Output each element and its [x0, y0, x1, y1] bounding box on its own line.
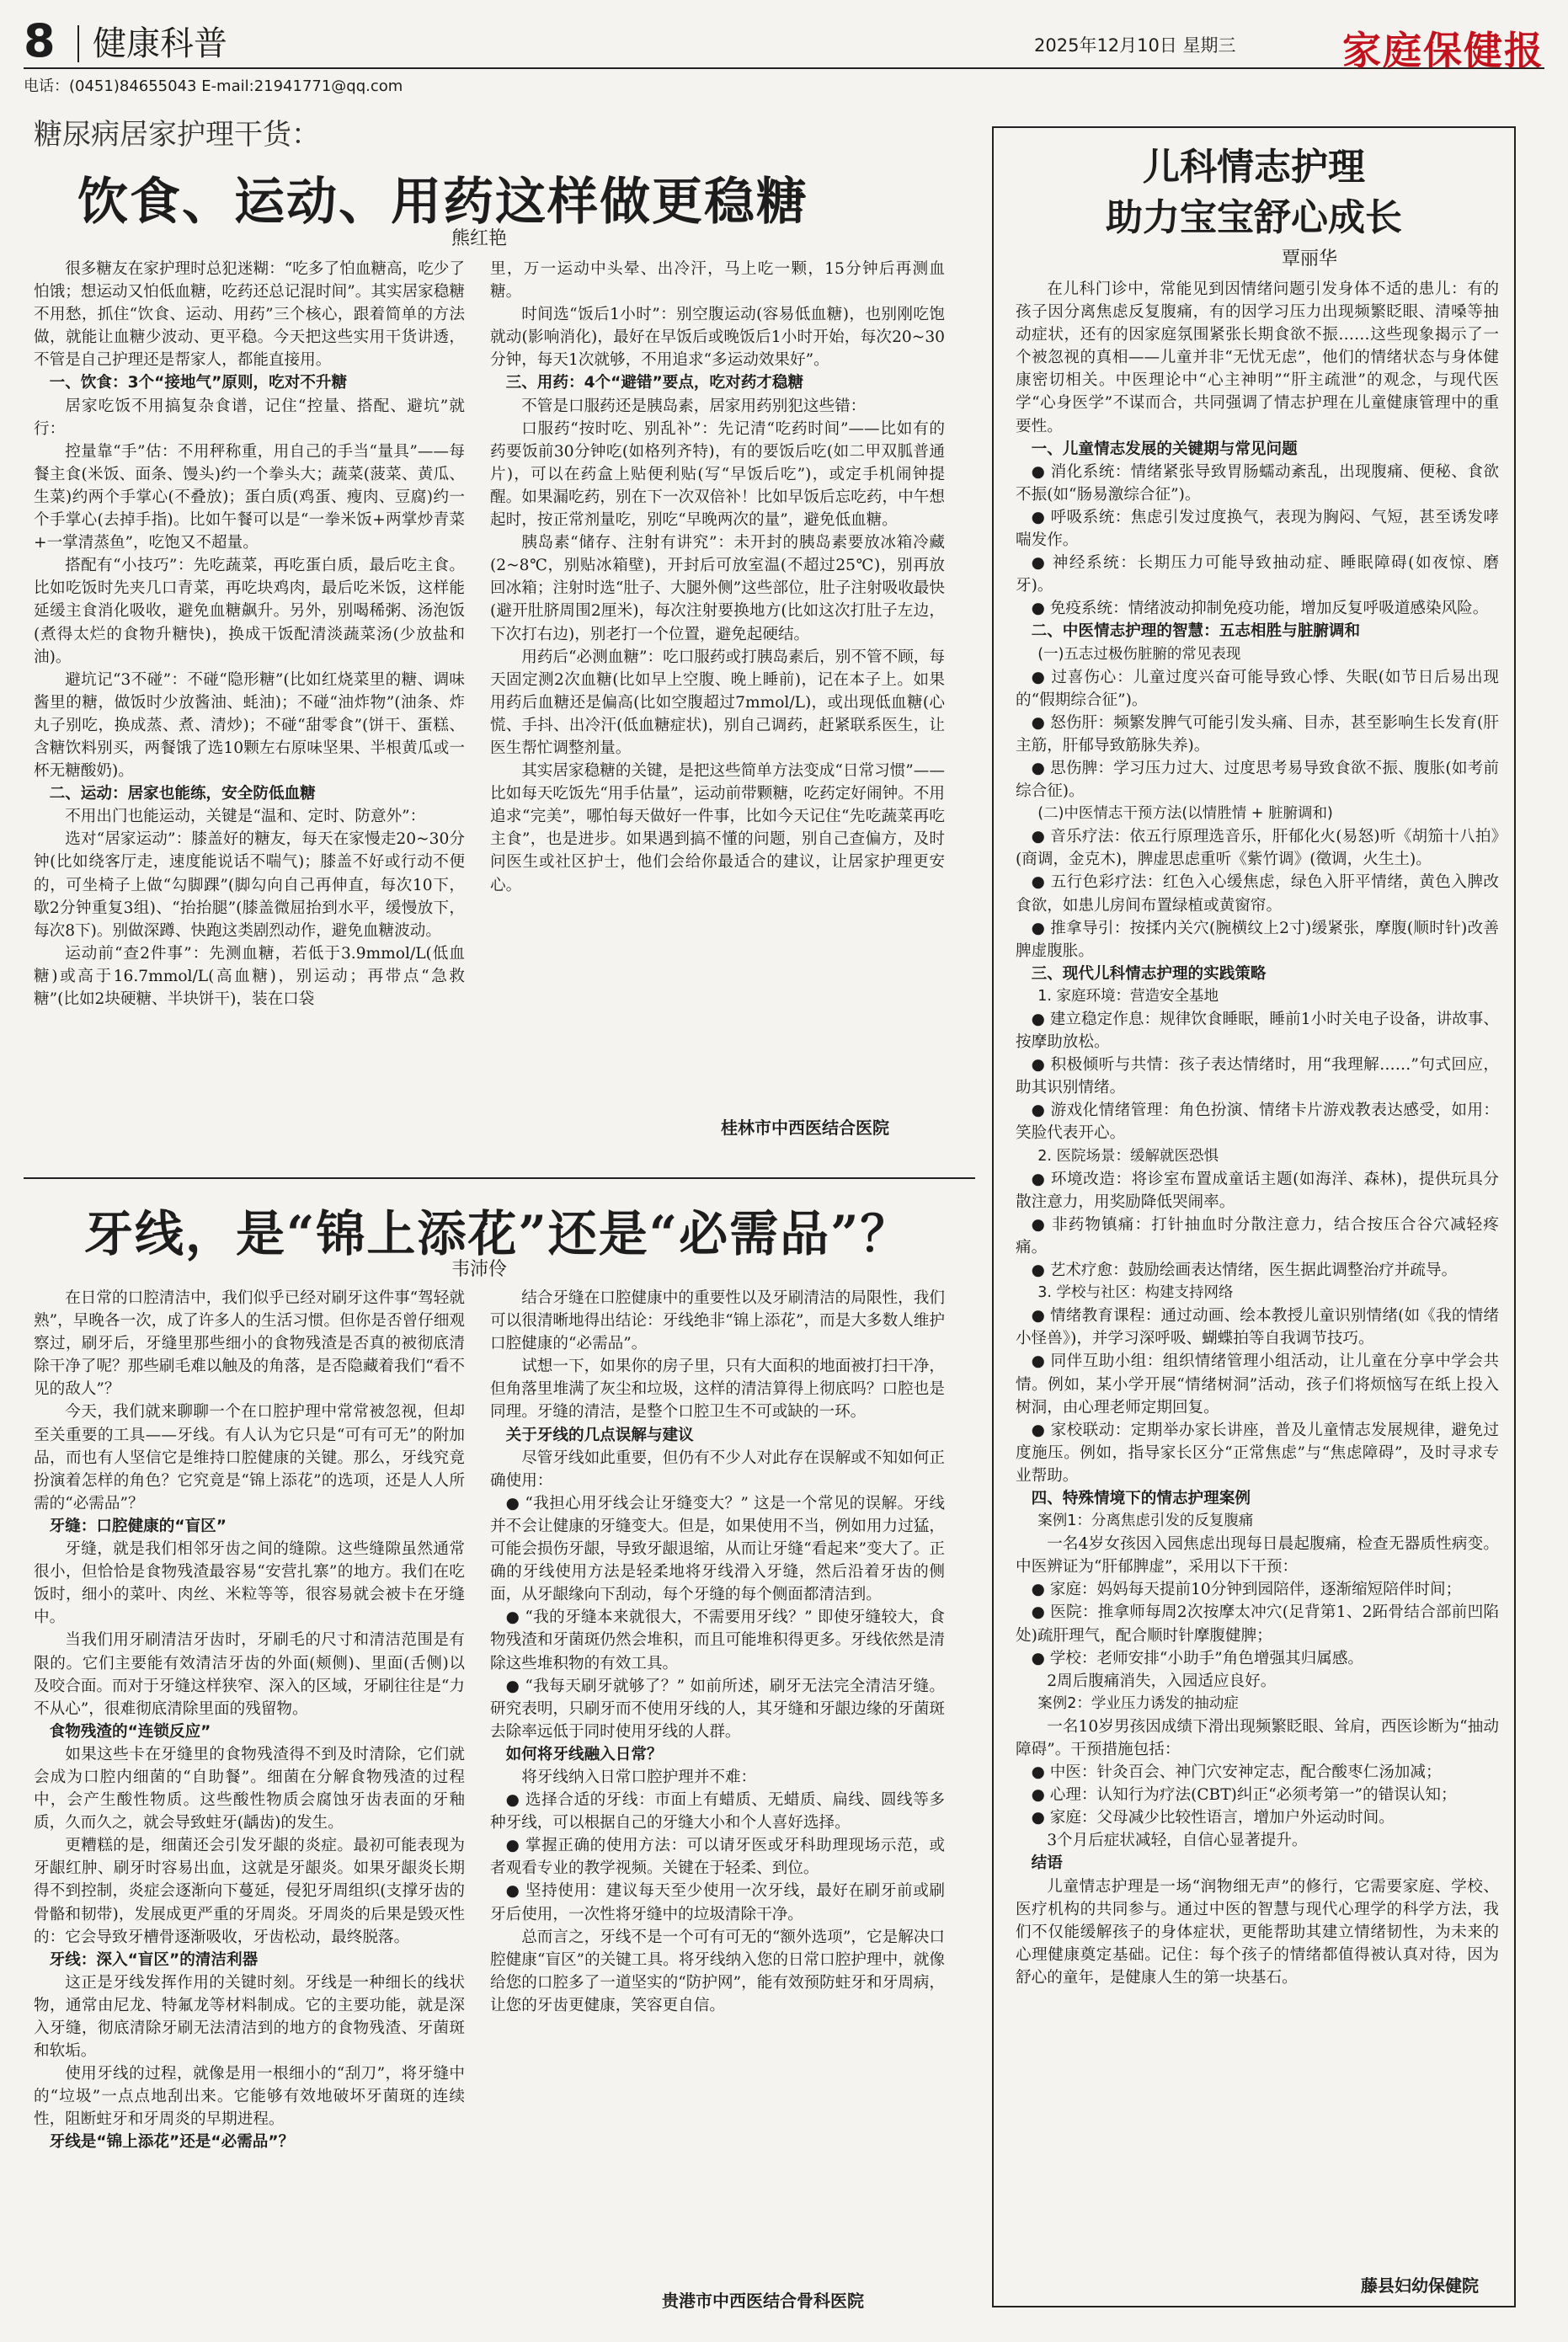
- subheading: 四、特殊情境下的情志护理案例: [1031, 1489, 1251, 1507]
- paragraph: 口服药“按时吃、别乱补”：先记清“吃药时间”——比如有的药要饭前30分钟吃(如格列齐特)，有的要饭后吃(如二甲双胍普通片)，可以在药盒上贴便利贴(写“早饭后吃”)，或定手机闹钟提醒。如果漏吃药，别在下一次双倍补！比如早饭后忘吃药，中午想起时，按正常剂量吃，别吃“早晚两次的量”，避免低血糖。: [490, 419, 945, 530]
- paragraph: 用药后“必测血糖”：吃口服药或打胰岛素后，别不管不顾，每天固定测2次血糖(比如早上空腹、晚上睡前)，记在本子上。如果用药后血糖还是偏高(比如空腹超过7mmol/L)，或出现低血糖(心慌、手抖、出冷汗(低血糖症状)，别自己调药，赶紧联系医生，让医生帮忙调整剂量。: [490, 648, 945, 757]
- article3-title-line1: 儿科情志护理: [1143, 146, 1365, 189]
- section-name: 健康科普: [77, 25, 227, 62]
- paragraph: 胰岛素“储存、注射有讲究”：未开封的胰岛素要放冰箱冷藏(2~8℃，别贴冰箱壁)，开封后可放室温(不超过25℃)，别再放回冰箱；注射时选“肚子、大腿外侧”这些部位，肚子注射吸收最快(避开肚脐周围2厘米)，每次注射要换地方(比如这次打肚子左边，下次打右边)，别老打一个位置，避免起硬结。: [490, 534, 945, 643]
- article1-column-2: [490, 258, 945, 1108]
- subheading: 三、现代儿科情志护理的实践策略: [1031, 964, 1267, 983]
- paragraph: 儿童情志护理是一场“润物细无声”的修行，它需要家庭、学校、医疗机构的共同参与。通过中医的智慧与现代心理学的科学方法，我们不仅能缓解孩子的身体症状，更能帮助其建立情绪韧性，为未来的心理健康奠定基础。记住：每个孩子的情绪都值得被认真对待，因为舒心的童年，是健康人生的第一块基石。: [1016, 1877, 1499, 1987]
- bullet-item: ● “我的牙缝本来就很大，不需要用牙线？” 即使牙缝较大，食物残渣和牙菌斑仍然会堆积，而且可能堆积得更多。牙线依然是清除这些堆积物的有效工具。: [490, 1606, 945, 1674]
- paragraph: 2周后腹痛消失，入园适应良好。: [1047, 1672, 1277, 1690]
- paragraph: 控量靠“手”估：不用秤称重，用自己的手当“量具”——每餐主食(米饭、面条、馒头)约一个拳头大；蔬菜(菠菜、黄瓜、生菜)约两个手掌心(不叠放)；蛋白质(鸡蛋、瘦肉、豆腐)约一个手掌心(去掉手指)。比如午餐可以是“一拳米饭+两掌炒青菜+一掌清蒸鱼”，吃饱又不超量。: [34, 442, 465, 552]
- paragraph: 今天，我们就来聊聊一个在口腔护理中常常被忽视，但却至关重要的工具——牙线。有人认为它只是“可有可无”的附加品，而也有人坚信它是维持口腔健康的关键。那么，牙线究竟扮演着怎样的角色？它究竟是“锦上添花”的选项，还是人人所需的“必需品”？: [34, 1403, 465, 1512]
- article2-column-2: [490, 1287, 945, 2281]
- paragraph: 如果这些卡在牙缝里的食物残渣得不到及时清除，它们就会成为口腔内细菌的“自助餐”。细菌在分解食物残渣的过程中，会产生酸性物质。这些酸性物质会腐蚀牙齿表面的牙釉质，久而久之，就会导致蛀牙(龋齿)的发生。: [34, 1745, 465, 1833]
- paragraph: 在儿科门诊中，常能见到因情绪问题引发身体不适的患儿：有的孩子因分离焦虑反复腹痛，有的因学习压力出现频繁眨眼、清嗓等抽动症状，还有的因家庭氛围紧张长期食欲不振……这些现象揭示了一个被忽视的真相——儿童并非“无忧无虑”，他们的情绪状态与身体健康密切相关。中医理论中“心主神明”“肝主疏泄”的观念，与现代医学“心身医学”不谋而合，共同强调了情志护理在儿童健康管理中的重要性。: [1016, 280, 1499, 435]
- article2-source: 贵港市中西医结合骨科医院: [662, 2291, 864, 2311]
- paragraph: 试想一下，如果你的房子里，只有大面积的地面被打扫干净，但角落里堆满了灰尘和垃圾，这样的清洁算得上彻底吗？口腔也是同理。牙缝的清洁，是整个口腔卫生不可或缺的一环。: [490, 1358, 945, 1422]
- bullet-item: ● 家庭：妈妈每天提前10分钟到园陪伴，逐渐缩短陪伴时间；: [1016, 1578, 1499, 1601]
- sub-subheading: 案例1：分离焦虑引发的反复腹痛: [1037, 1512, 1254, 1530]
- bullet-item: ● 环境改造：将诊室布置成童话主题(如海洋、森林)，提供玩具分散注意力，用奖励降低哭闹率。: [1016, 1168, 1499, 1214]
- paragraph: 在日常的口腔清洁中，我们似乎已经对刷牙这件事“驾轻就熟”，早晚各一次，成了许多人的生活习惯。但你是否曾仔细观察过，刷牙后，牙缝里那些细小的食物残渣是否真的被彻底清除干净了呢？那些刷毛难以触及的角落，是否隐藏着我们“看不见的敌人”？: [34, 1289, 465, 1399]
- bullet-item: ● 心理：认知行为疗法(CBT)纠正“必须考第一”的错误认知；: [1016, 1784, 1499, 1806]
- bullet-item: ● 建立稳定作息：规律饮食睡眠，睡前1小时关电子设备，讲故事、按摩助放松。: [1016, 1008, 1499, 1054]
- bullet-item: ● 家庭：父母减少比较性语言，增加户外运动时间。: [1016, 1806, 1499, 1829]
- bullet-item: ● 推拿导引：按揉内关穴(腕横纹上2寸)缓紧张，摩腹(顺时针)改善脾虚腹胀。: [1016, 917, 1499, 963]
- paragraph: 这正是牙线发挥作用的关键时刻。牙线是一种细长的线状物，通常由尼龙、特氟龙等材料制成。它的主要功能，就是深入牙缝，彻底清除牙刷无法清洁到的地方的食物残渣、牙菌斑和软垢。: [34, 1973, 465, 2061]
- bullet-item: ● “我担心用牙线会让牙缝变大？” 这是一个常见的误解。牙线并不会让健康的牙缝变大。但是，如果使用不当，例如用力过猛，可能会损伤牙龈，导致牙龈退缩，从而让牙缝“看起来”变大了。正确的牙线使用方法是轻柔地将牙线滑入牙缝，然后沿着牙齿的侧面，从牙龈缘向下刮动，每个牙缝的每个侧面都清洁到。: [490, 1492, 945, 1606]
- article1-kicker: 糖尿病居家护理干货：: [34, 118, 320, 152]
- bullet-item: ● 游戏化情绪管理：角色扮演、情绪卡片游戏教表达感受，如用：笑脸代表开心。: [1016, 1099, 1499, 1144]
- article1-author: 熊红艳: [451, 228, 508, 249]
- bullet-item: ● 神经系统：长期压力可能导致抽动症、睡眠障碍(如夜惊、磨牙)。: [1016, 552, 1499, 597]
- bullet-item: ● 选择合适的牙线：市面上有蜡质、无蜡质、扁线、圆线等多种牙线，可以根据自己的牙缝大小和个人喜好选择。: [490, 1789, 945, 1834]
- subheading: 关于牙线的几点误解与建议: [505, 1426, 694, 1444]
- bullet-item: ● 呼吸系统：焦虑引发过度换气，表现为胸闷、气短，甚至诱发哮喘发作。: [1016, 506, 1499, 552]
- sub-subheading: (一)五志过极伤脏腑的常见表现: [1037, 645, 1241, 663]
- paragraph: 尽管牙线如此重要，但仍有不少人对此存在误解或不知如何正确使用：: [490, 1448, 945, 1490]
- article3-author: 覃丽华: [1282, 248, 1338, 269]
- paragraph: 将牙线纳入日常口腔护理并不难：: [521, 1768, 757, 1786]
- bullet-item: ● 积极倾听与共情：孩子表达情绪时，用“我理解……”句式回应，助其识别情绪。: [1016, 1054, 1499, 1099]
- sub-subheading: (二)中医情志干预方法(以情胜情 + 脏腑调和): [1037, 805, 1333, 823]
- paragraph: 3个月后症状减轻，自信心显著提升。: [1047, 1832, 1308, 1850]
- paragraph: 运动前“查2件事”：先测血糖，若低于3.9mmol/L(低血糖)或高于16.7mmol/L(高血糖)，别运动；再带点“急救糖”(比如2块硬糖、半块饼干)，装在口袋: [34, 944, 465, 1008]
- subheading: 牙线是“锦上添花”还是“必需品”？: [49, 2133, 295, 2152]
- paragraph: 牙缝，就是我们相邻牙齿之间的缝隙。这些缝隙虽然通常很小，但恰恰是食物残渣最容易“安营扎寨”的地方。我们在吃饭时，细小的菜叶、肉丝、米粒等等，很容易就会被卡在牙缝中。: [34, 1540, 465, 1627]
- bullet-item: ● 掌握正确的使用方法：可以请牙医或牙科助理现场示范，或者观看专业的教学视频。关键在于轻柔、到位。: [490, 1834, 945, 1880]
- issue-date: 2025年12月10日 星期三: [1034, 35, 1236, 56]
- article2-title: 牙线，是“锦上添花”还是“必需品”？: [84, 1205, 911, 1262]
- subheading: 如何将牙线融入日常？: [505, 1745, 663, 1763]
- article1-column-1: [34, 258, 465, 1172]
- bullet-item: ● 家校联动：定期举办家长讲座，普及儿童情志发展规律，避免过度施压。例如，指导家长区分“正常焦虑”与“焦虑障碍”，及时寻求专业帮助。: [1016, 1419, 1499, 1487]
- page-header: [24, 14, 1544, 73]
- article1-source: 桂林市中西医结合医院: [721, 1118, 889, 1138]
- subheading: 三、用药：4个“避错”要点，吃对药才稳糖: [505, 374, 804, 392]
- divider-line: [24, 1177, 975, 1179]
- page-number: 8: [24, 14, 56, 67]
- paragraph: 更糟糕的是，细菌还会引发牙龈的炎症。最初可能表现为牙龈红肿、刷牙时容易出血，这就是牙龈炎。如果牙龈炎长期得不到控制，炎症会逐渐向下蔓延，侵犯牙周组织(支撑牙齿的骨骼和韧带)，发展成更严重的牙周炎。牙周炎的后果是毁灭性的：它会导致牙槽骨逐渐吸收，牙齿松动，最终脱落。: [34, 1837, 465, 1946]
- article1-title: 饮食、运动、用药这样做更稳糖: [77, 173, 808, 232]
- paragraph: 搭配有“小技巧”：先吃蔬菜，再吃蛋白质，最后吃主食。比如吃饭时先夹几口青菜，再吃块鸡肉，最后吃米饭，这样能延缓主食消化吸收，避免血糖飙升。另外，别喝稀粥、汤泡饭(煮得太烂的食物升糖快)，换成干饭配清淡蔬菜汤(少放盐和油)。: [34, 557, 465, 666]
- paragraph: 其实居家稳糖的关键，是把这些简单方法变成“日常习惯”——比如每天吃饭先“用手估量”，运动前带颗糖，吃药定好闹钟。不用追求“完美”，哪怕每天做好一件事，比如今天记住“先吃蔬菜再吃主食”，也是进步。如果遇到搞不懂的问题，别自己查偏方，及时问医生或社区护士，他们会给你最适合的建议，让居家护理更安心。: [490, 762, 945, 894]
- bullet-item: ● 同伴互助小组：组织情绪管理小组活动，让儿童在分享中学会共情。例如，某小学开展“情绪树洞”活动，孩子们将烦恼写在纸上投入树洞，由心理老师定期回复。: [1016, 1350, 1499, 1418]
- sub-subheading: 案例2：学业压力诱发的抽动症: [1037, 1694, 1239, 1712]
- paragraph: 结合牙缝在口腔健康中的重要性以及牙刷清洁的局限性，我们可以很清晰地得出结论：牙线绝非“锦上添花”，而是大多数人维护口腔健康的“必需品”。: [490, 1289, 945, 1353]
- bullet-item: ● 怒伤肝：频繁发脾气可能引发头痛、目赤，甚至影响生长发育(肝主筋，肝郁导致筋脉失养)。: [1016, 712, 1499, 757]
- paragraph: 使用牙线的过程，就像是用一根细小的“刮刀”，将牙缝中的“垃圾”一点点地刮出来。它能够有效地破坏牙菌斑的连续性，阻断蛀牙和牙周炎的早期进程。: [34, 2065, 465, 2129]
- paragraph: 一名4岁女孩因入园焦虑出现每日晨起腹痛，检查无器质性病变。中医辨证为“肝郁脾虚”，采用以下干预：: [1016, 1535, 1499, 1576]
- bullet-item: ● 过喜伤心：儿童过度兴奋可能导致心悸、失眠(如节日后易出现的“假期综合征”)。: [1016, 666, 1499, 712]
- article2-column-1: [34, 1287, 465, 2304]
- article3-column: [1016, 278, 1499, 2265]
- paragraph: 不管是口服药还是胰岛素，居家用药别犯这些错：: [521, 397, 867, 415]
- paragraph: 当我们用牙刷清洁牙齿时，牙刷毛的尺寸和清洁范围是有限的。它们主要能有效清洁牙齿的外面(颊侧)、里面(舌侧)以及咬合面。而对于牙缝这样狭窄、深入的区域，牙刷往往是“力不从心”，很难彻底清除里面的残留物。: [34, 1631, 465, 1718]
- article2-author: 韦沛伶: [451, 1259, 508, 1280]
- bullet-item: ● 音乐疗法：依五行原理选音乐，肝郁化火(易怒)听《胡笳十八拍》(商调，金克木)，脾虚思虑重听《紫竹调》(徵调，火生土)。: [1016, 825, 1499, 871]
- paragraph: 总而言之，牙线不是一个可有可无的“额外选项”，它是解决口腔健康“盲区”的关键工具。将牙线纳入您的日常口腔护理中，就像给您的口腔多了一道坚实的“防护网”，能有效预防蛀牙和牙周病，让您的牙齿更健康，笑容更自信。: [490, 1928, 945, 2014]
- bullet-item: ● 免疫系统：情绪波动抑制免疫功能，增加反复呼吸道感染风险。: [1016, 597, 1499, 620]
- article3-source: 藤县妇幼保健院: [1361, 2275, 1479, 2296]
- subheading: 食物残渣的“连锁反应”: [49, 1722, 211, 1741]
- subheading: 二、运动：居家也能练，安全防低血糖: [49, 785, 316, 803]
- bullet-item: ● “我每天刷牙就够了？” 如前所述，刷牙无法完全清洁牙缝。研究表明，只刷牙而不使用牙线的人，其牙缝和牙龈边缘的牙菌斑去除率远低于同时使用牙线的人群。: [490, 1675, 945, 1743]
- bullet-item: ● 非药物镇痛：打针抽血时分散注意力，结合按压合谷穴减轻疼痛。: [1016, 1214, 1499, 1259]
- bullet-item: ● 五行色彩疗法：红色入心缓焦虑，绿色入肝平情绪，黄色入脾改食欲，如患儿房间布置绿植或黄窗帘。: [1016, 871, 1499, 916]
- bullet-item: ● 消化系统：情绪紧张导致胃肠蠕动紊乱，出现腹痛、便秘、食欲不振(如“肠易激综合征”)。: [1016, 461, 1499, 506]
- newspaper-logo: 家庭保健报: [1342, 28, 1544, 73]
- bullet-item: ● 医院：推拿师每周2次按摩太冲穴(足背第1、2跖骨结合部前凹陷处)疏肝理气，配合顺时针摩腹健脾；: [1016, 1601, 1499, 1646]
- bullet-item: ● 坚持使用：建议每天至少使用一次牙线，最好在刷牙前或刷牙后使用，一次性将牙缝中的垃圾清除干净。: [490, 1880, 945, 1925]
- paragraph: 时间选“饭后1小时”：别空腹运动(容易低血糖)，也别刚吃饱就动(影响消化)，最好在早饭后或晚饭后1小时开始，每次20~30分钟，每天1次就够，不用追求“多运动效果好”。: [490, 306, 945, 370]
- paragraph: 选对“居家运动”：膝盖好的糖友，每天在家慢走20~30分钟(比如绕客厅走，速度能说话不喘气)；膝盖不好或行动不便的，可坐椅子上做“勾脚踝”(脚勾向自己再伸直，每次10下，歇2分钟重复3组)、“抬抬腿”(膝盖微屈抬到水平，缓慢放下，每次8下)。别做深蹲、快跑这类剧烈动作，避免血糖波动。: [34, 830, 465, 940]
- subheading: 一、饮食：3个“接地气”原则，吃对不升糖: [49, 374, 348, 392]
- subheading: 结语: [1031, 1854, 1063, 1873]
- article3-title-line2: 助力宝宝舒心成长: [1106, 196, 1402, 239]
- paragraph: 避坑记“3不碰”：不碰“隐形糖”(比如红烧菜里的糖、调味酱里的糖，做饭时少放酱油、蚝油)；不碰“油炸物”(油条、炸丸子别吃，换成蒸、煮、清炒)；不碰“甜零食”(饼干、蛋糕、含糖饮料别买，两餐饿了选10颗左右原味坚果、半根黄瓜或一杯无糖酸奶)。: [34, 670, 465, 781]
- subheading: 二、中医情志护理的智慧：五志相胜与脏腑调和: [1031, 622, 1361, 641]
- sub-subheading: 3. 学校与社区：构建支持网络: [1037, 1284, 1234, 1302]
- bullet-item: ● 艺术疗愈：鼓励绘画表达情绪，医生据此调整治疗并疏导。: [1016, 1259, 1499, 1282]
- bullet-item: ● 学校：老师安排“小助手”角色增强其归属感。: [1016, 1647, 1499, 1670]
- subheading: 牙线：深入“盲区”的清洁利器: [49, 1950, 259, 1969]
- paragraph: 很多糖友在家护理时总犯迷糊：“吃多了怕血糖高，吃少了怕饿；想运动又怕低血糖，吃药还总记混时间”。其实居家稳糖不用愁，抓住“饮食、运动、用药”三个核心，跟着简单的方法做，就能让血糖少波动、更平稳。今天把这些实用干货讲透，不管是自己护理还是帮家人，都能直接用。: [34, 260, 465, 370]
- sub-subheading: 1. 家庭环境：营造安全基地: [1037, 987, 1219, 1005]
- subheading: 牙缝：口腔健康的“盲区”: [49, 1517, 227, 1535]
- paragraph: 一名10岁男孩因成绩下滑出现频繁眨眼、耸肩，西医诊断为“抽动障碍”。干预措施包括：: [1016, 1717, 1499, 1758]
- bullet-item: ● 中医：针灸百会、神门穴安神定志，配合酸枣仁汤加减；: [1016, 1761, 1499, 1784]
- paragraph: 里，万一运动中头晕、出冷汗，马上吃一颗，15分钟后再测血糖。: [490, 260, 945, 301]
- bullet-item: ● 思伤脾：学习压力过大、过度思考易导致食欲不振、腹胀(如考前综合征)。: [1016, 757, 1499, 803]
- sub-subheading: 2. 医院场景：缓解就医恐惧: [1037, 1147, 1219, 1165]
- contact-line: 电话：(0451)84655043 E-mail:21941771@qq.com: [24, 77, 403, 95]
- paragraph: 居家吃饭不用搞复杂食谱，记住“控量、搭配、避坑”就行：: [34, 397, 465, 438]
- subheading: 一、儿童情志发展的关键期与常见问题: [1031, 440, 1298, 458]
- bullet-item: ● 情绪教育课程：通过动画、绘本教授儿童识别情绪(如《我的情绪小怪兽》)，并学习深呼吸、蝴蝶拍等自我调节技巧。: [1016, 1304, 1499, 1350]
- paragraph: 不用出门也能运动，关键是“温和、定时、防意外”：: [65, 808, 426, 826]
